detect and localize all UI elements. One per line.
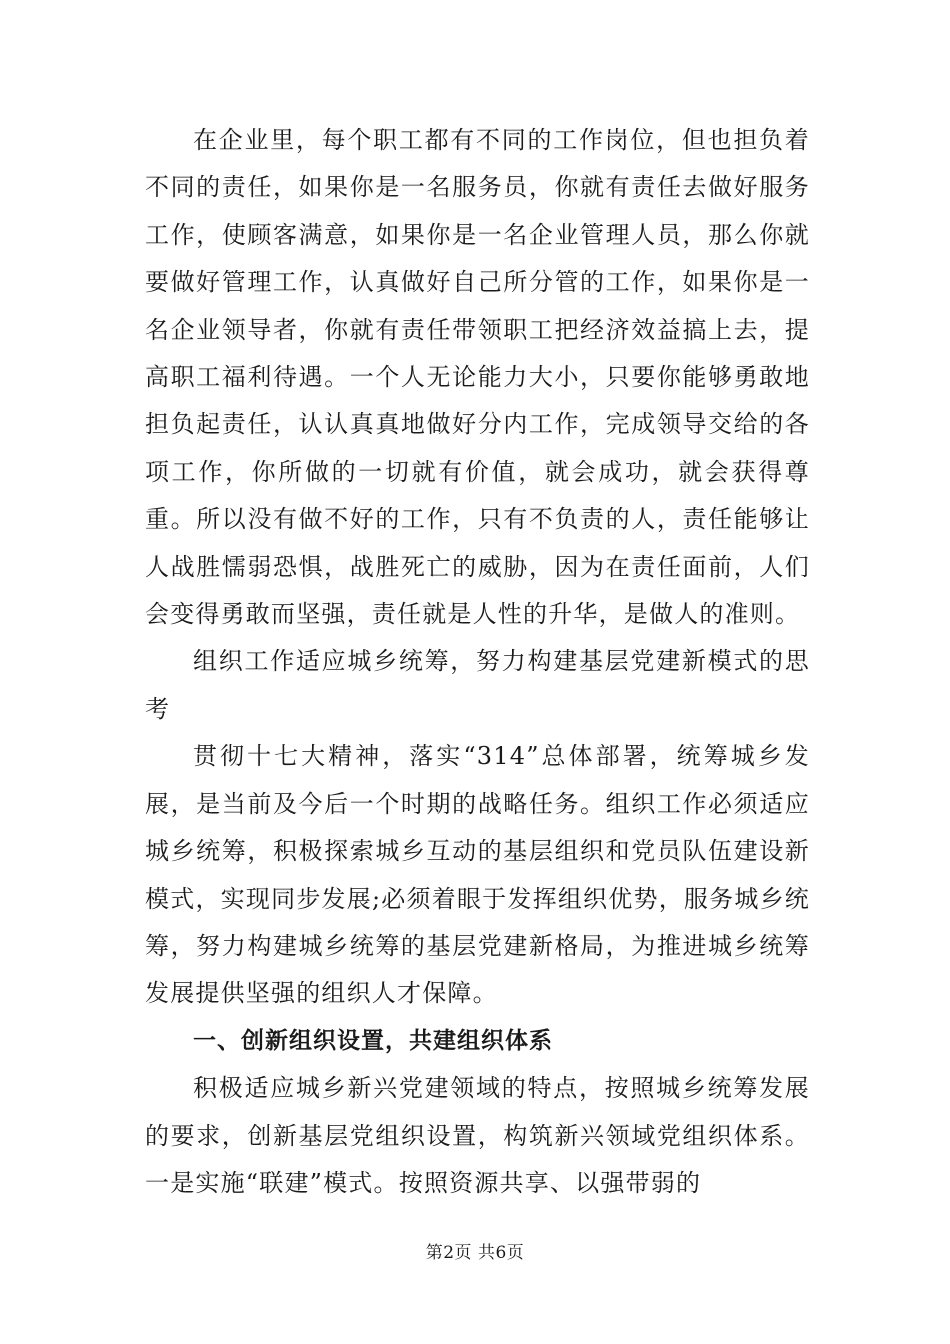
- paragraph-section-one: 积极适应城乡新兴党建领域的特点，按照城乡统筹发展的要求，创新基层党组织设置，构筑新兴领域党组织体系。一是实施“联建”模式。按照资源共享、以强带弱的: [145, 1074, 810, 1197]
- paragraph-responsibility: 在企业里，每个职工都有不同的工作岗位，但也担负着不同的责任，如果你是一名服务员，你就有责任去做好服务工作，使顾客满意，如果你是一名企业管理人员，那么你就要做好管理工作，认真做好自己所分管的工作，如果你是一名企业领导者，你就有责任带领职工把经济效益搞上去，提高职工福利待遇。一个人无论能力大小，只要你能够勇敢地担负起责任，认认真真地做好分内工作，完成领导交给的各项工作，你所做的一切就有价值，就会成功，就会获得尊重。所以没有做不好的工作，只有不负责的人，责任能够让人战胜懦弱恐惧，战胜死亡的威胁，因为在责任面前，人们会变得勇敢而坚强，责任就是人性的升华，是做人的准则。: [145, 126, 810, 629]
- paragraph-introduction: 贯彻十七大精神，落实“314”总体部署，统筹城乡发展，是当前及今后一个时期的战略任务。组织工作必须适应城乡统筹，积极探索城乡互动的基层组织和党员队伍建设新模式，实现同步发展;必须着眼于发挥组织优势，服务城乡统筹，努力构建城乡统筹的基层党建新格局，为推进城乡统筹发展提供坚强的组织人才保障。: [145, 742, 810, 1008]
- page-number-footer: 第2页 共6页: [425, 1243, 525, 1263]
- paragraph-article-title: 组织工作适应城乡统筹，努力构建基层党建新模式的思考: [145, 647, 810, 723]
- section-heading: 一、创新组织设置，共建组织体系: [193, 1027, 553, 1054]
- document-body: [145, 117, 810, 1207]
